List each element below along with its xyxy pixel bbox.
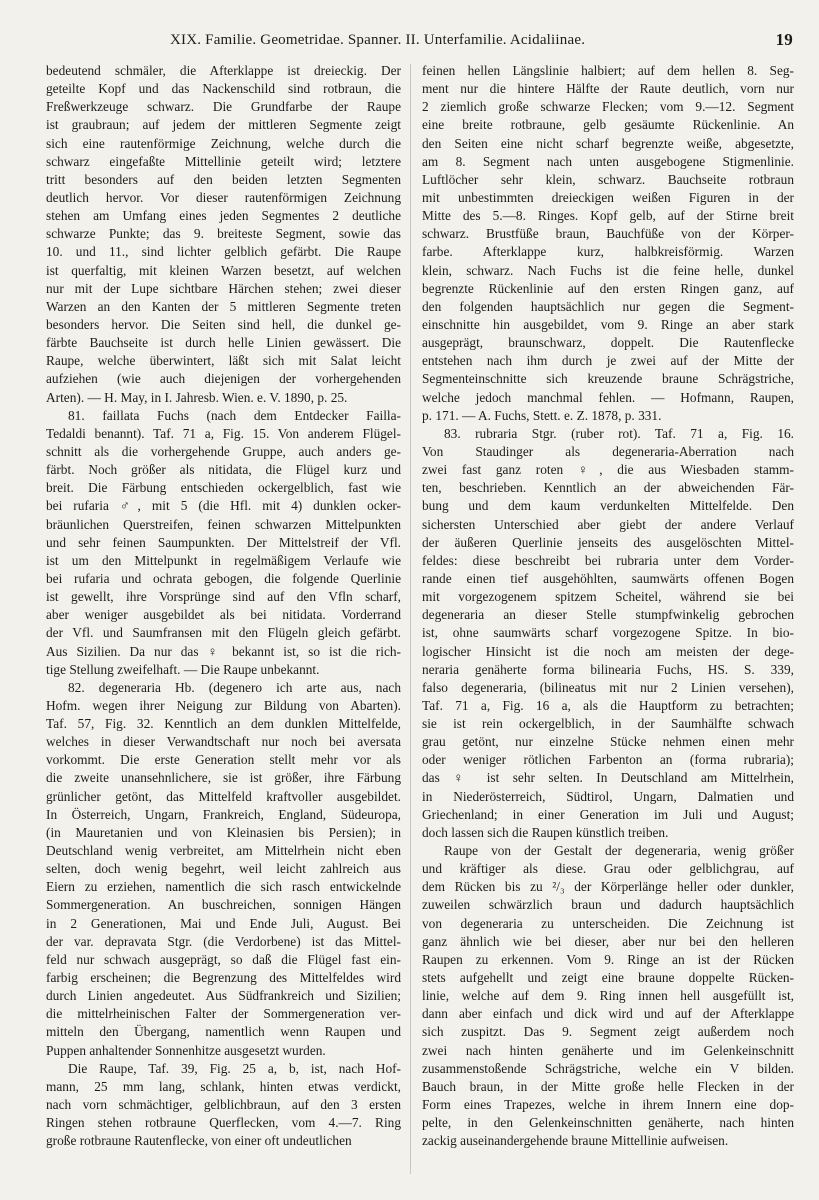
right-text-line: das ♀ ist sehr selten. In Deutschland am Mittelrhein, — [422, 770, 794, 786]
left-text-line: tige Stellung zweifelhaft. — Die Raupe unbekannt. — [46, 661, 320, 677]
right-text-line: den folgenden hauptsächlich nur gegen die Segment- — [422, 298, 794, 314]
right-text-line: linie, welche auf dem 9. Ring innen hell ausgefüllt ist, — [422, 988, 794, 1004]
right-text-line: ten, beschrieben. Kenntlich an der abweichenden Fär- — [422, 480, 794, 496]
right-text-line: 2 ziemlich große schwarze Flecken; vom 9.—12. Segment — [422, 99, 794, 115]
right-text-line: farbe. Afterklappe kurz, halbkreisförmig. Warzen — [422, 244, 794, 260]
right-text-line: stets aufgehellt und zeigt eine braune doppelte Rücken- — [422, 970, 794, 986]
left-text-line: (in Mauretanien und von Kleinasien bis Persien); in — [46, 824, 401, 840]
left-text-line: grünlicher getönt, das Mittelfeld kraftvoller ausgebildet. — [46, 788, 401, 804]
left-text-line: der Vfl. und Saumfransen mit den Flügeln gleich gefärbt. — [46, 625, 401, 641]
left-text-line: deutlich hervor. Vor dieser rautenförmigen Zeichnung — [46, 189, 401, 205]
left-text-line: durch Linien angedeutet. Aus Südfrankreich und Sizilien; — [46, 988, 401, 1004]
right-text-line: rande einen tief ausgehöhlten, saumwärts offenen Bogen — [422, 570, 794, 586]
right-column — [422, 62, 794, 1150]
left-text-line: schnitt als die vorhergehende Gruppe, auch anders ge- — [46, 443, 401, 459]
right-text-line: feldes: diese beschreibt bei rubraria unter dem Vorder- — [422, 552, 794, 568]
right-text-line: schwarz. Brustfüße braun, Bauchfüße von der Körper- — [422, 226, 794, 242]
left-text-line: Hofm. wegen ihrer Neigung zur Bildung von Abarten). — [46, 697, 401, 713]
right-text-line: 83. rubraria Stgr. (ruber rot). Taf. 71 a, Fig. 16. — [444, 425, 794, 441]
right-text-line: ausgeprägt, braunschwarz, doppelt. Die Rautenflecke — [422, 335, 794, 351]
left-text-line: selten, doch wenig begehrt, weil leicht zahlreich aus — [46, 861, 401, 877]
right-text-line: zuweilen schwärzlich braun und dadurch hauptsächlich — [422, 897, 794, 913]
left-text-line: Warzen an den Kanten der 5 mittleren Segmente treten — [46, 298, 401, 314]
left-text-line: 10. und 11., sind lichter gelblich gefärbt. Die Raupe — [46, 244, 401, 260]
right-text-line: Raupe von der Gestalt der degeneraria, wenig größer — [444, 843, 794, 859]
running-head-title: XIX. Familie. Geometridae. Spanner. II. Unterfamilie. Acidaliinae. — [170, 32, 586, 48]
right-text-line: doch lassen sich die Raupen künstlich treiben. — [422, 824, 669, 840]
left-text-line: Puppen anhaltender Sonnenhitze ausgesetzt wurden. — [46, 1042, 326, 1058]
right-text-line: eine breite rotbraune, gelb gesäumte Rückenlinie. An — [422, 117, 794, 133]
right-text-line: Von Staudinger als degeneraria-Aberration nach — [422, 443, 794, 459]
left-text-line: tritt besonders auf den beiden letzten Segmenten — [46, 171, 401, 187]
left-text-line: und sehr feinen Saumpunkten. Der Mittelstreif der Vfl. — [46, 534, 401, 550]
left-text-line: bedeutend schmäler, die Afterklappe ist dreieckig. Der — [46, 63, 401, 78]
left-text-line: ist um den Mittelpunkt in regelmäßigem Verlaufe wie — [46, 552, 401, 568]
right-text-line: zwei fast ganz roten ♀, die aus Wiesbaden stamm- — [422, 462, 794, 478]
right-text-line: und kräftiger als diese. Grau oder gelblichgrau, auf — [422, 861, 794, 877]
right-text-line: der äußeren Querlinie jenseits des ausgelöschten Mittel- — [422, 534, 794, 550]
left-text-line: die zweite unansehnlichere, sie ist größer, ihre Färbung — [46, 770, 401, 786]
left-text-line: Deutschland wenig verbreitet, am Mittelrhein nicht eben — [46, 843, 401, 859]
left-text-line: Ringen stehen rotbraune Querflecken, vom 4.—7. Ring — [46, 1115, 401, 1131]
left-text-line: vorkommt. Die erste Generation stellt mehr vor als — [46, 752, 401, 768]
right-text-line: Luftlöcher sehr klein, schwarz. Bauchseite rotbraun — [422, 171, 794, 187]
right-text-line: Bauch braun, in der Mitte große helle Flecken in der — [422, 1078, 794, 1094]
left-text-line: Arten). — H. May, in I. Jahresb. Wien. e. V. 1890, p. 25. — [46, 389, 348, 405]
left-text-line: große rotbraune Rautenflecke, von einer oft undeutlichen — [46, 1133, 352, 1149]
left-text-line: ist graubraun; auf jedem der mittleren Segmente zeigt — [46, 117, 401, 133]
left-text-line: farbig erscheinen; die Begrenzung des Mittelfeldes wird — [46, 970, 401, 986]
right-text-line: ist, ohne saumwärts scharf vorgezogene Spitze. In bio- — [422, 625, 794, 641]
column-divider — [410, 64, 411, 1174]
left-text-line: Aus Sizilien. Da nur das ♀ bekannt ist, so ist die rich- — [46, 643, 401, 659]
right-text-line: Form eines Trapezes, welche in ihrem Innern eine dop- — [422, 1097, 794, 1113]
left-text-line: welches in dieser Verwandtschaft nur noch bei aversata — [46, 734, 401, 750]
left-text-line: sich eine rautenförmige Zeichnung, welche durch die — [46, 135, 401, 151]
left-text-line: bräunlichen Querstreifen, feinen schwarzen Mittelpunkten — [46, 516, 401, 532]
right-text-line: von degeneraria zu unterscheiden. Die Zeichnung ist — [422, 915, 794, 931]
left-text-line: breit. Die Färbung entschieden ockergelblich, fast wie — [46, 480, 401, 496]
running-head — [0, 30, 819, 54]
left-text-line: schwarze Punkte; das 9. breiteste Segment, sowie das — [46, 226, 401, 242]
left-text-line: nur mit der Lupe sichtbare Härchen stehen; zwei dieser — [46, 280, 401, 296]
right-text-line: den Seiten eine nicht scharf begrenzte weiße, abgesetzte, — [422, 135, 794, 151]
right-text-line: mit unbestimmten dreieckigen weißen Figuren in der — [422, 189, 794, 205]
left-text-line: ist querfaltig, mit kleinen Warzen besetzt, auf welchen — [46, 262, 401, 278]
right-text-line: dem Rücken bis zu ²/₃ der Körperlänge heller oder dunkler, — [422, 879, 794, 895]
left-text-line: feld nur schwach ausgeprägt, so daß die Flügel fast ein- — [46, 951, 401, 967]
right-text-line: pelte, in den Gelenkeinschnitten genäherte, nach hinten — [422, 1115, 794, 1131]
left-text-line: 81. faillata Fuchs (nach dem Entdecker Failla- — [68, 407, 401, 423]
left-text-line: Freßwerkzeuge schwarz. Die Grundfarbe der Raupe — [46, 99, 401, 115]
right-text-line: sichersten Unterschied aber giebt der andere Verlauf — [422, 516, 794, 532]
left-text-line: mitteln den Übergang, namentlich wenn Raupen und — [46, 1024, 401, 1040]
left-text-line: nach vorn schmächtiger, gelblichbraun, auf den 3 ersten — [46, 1097, 401, 1113]
left-text-line: Eiern zu erziehen, namentlich die sich rasch entwickelnde — [46, 879, 401, 895]
right-text-line: logischer Hinsicht ist die noch am meisten der dege- — [422, 643, 794, 659]
left-text-line: 82. degeneraria Hb. (degenero ich arte aus, nach — [68, 679, 401, 695]
right-text-line: neraria genäherte forma bilinearia Fuchs, HS. S. 339, — [422, 661, 794, 677]
right-text-line: Raupen zu erkennen. Vom 9. Ringe an ist der Rücken — [422, 951, 794, 967]
right-text-line: sie ist rein ockergelblich, in der Saumhälfte schwach — [422, 716, 794, 732]
right-text-line: Mitte des 5.—8. Ringes. Kopf gelb, auf der Stirne breit — [422, 208, 794, 224]
left-text-line: Raupe, welche überwintert, läßt sich mit Salat leicht — [46, 353, 401, 369]
right-text-line: dann aber einfach und dick wird und auf der Afterklappe — [422, 1006, 794, 1022]
right-text-line: ganz ähnlich wie bei dieser, aber nur bei den helleren — [422, 933, 794, 949]
right-text-line: Segmenteinschnitte sich kreuzende braune Schrägstriche, — [422, 371, 794, 387]
right-text-line: zackig auseinandergehende braune Mittellinie aufweisen. — [422, 1133, 729, 1149]
left-text-line: Tedaldi benannt). Taf. 71 a, Fig. 15. Von anderem Flügel- — [46, 425, 401, 441]
right-text-line: zusammenstoßende Schrägstriche, welche ein V bilden. — [422, 1060, 794, 1076]
right-text-line: klein, schwarz. Nach Fuchs ist die feine helle, dunkel — [422, 262, 794, 278]
left-text-line: die mittelrheinischen Falter der Sommergeneration ver- — [46, 1006, 401, 1022]
left-text-line: aufziehen (wie auch diejenigen der vorhergehenden — [46, 371, 401, 387]
right-text-line: degeneraria an dieser Stelle stumpfwinkelig gebrochen — [422, 607, 794, 623]
left-text-line: Taf. 57, Fig. 32. Kenntlich an dem dunklen Mittelfelde, — [46, 716, 401, 732]
right-text-line: in Niederösterreich, Südtirol, Ungarn, Dalmatien und — [422, 788, 794, 804]
right-text-line: Taf. 71 a, Fig. 16 a, als die Hauptform zu betrachten; — [422, 697, 794, 713]
left-text-line: mann, 25 mm lang, schlank, hinten etwas verdickt, — [46, 1078, 401, 1094]
right-text-line: sich zuspitzt. Das 9. Segment zeigt außerdem noch — [422, 1024, 794, 1040]
left-column — [46, 62, 401, 1150]
left-text-line: Sommergeneration. An buschreichen, sonnigen Hängen — [46, 897, 401, 913]
left-text-line: schwarz eingefaßte Mittellinie geteilt wird; letztere — [46, 153, 401, 169]
left-text-line: ist gewellt, ihre Vorsprünge sind auf den Vfln scharf, — [46, 589, 401, 605]
right-text-line: am 8. Segment nach unten ausgebogene Stigmenlinie. — [422, 153, 794, 169]
right-text-line: mit vorgezogenem spitzem Scheitel, während sie bei — [422, 589, 794, 605]
left-text-line: In Österreich, Ungarn, Frankreich, England, Südeuropa, — [46, 806, 401, 822]
right-text-line: oder weniger rötlichen Farbenton an (forma rubraria); — [422, 752, 794, 768]
right-text-line: feinen hellen Längslinie halbiert; auf dem hellen 8. Seg- — [422, 63, 794, 78]
left-text-line: geteilte Kopf und das Nackenschild sind rotbraun, die — [46, 81, 401, 97]
right-text-line: falso degeneraria, (bilineatus mit nur 2 Linien versehen), — [422, 679, 794, 695]
right-text-line: einschnitte hin ausgebildet, vom 9. Ringe an aber stark — [422, 316, 794, 332]
left-text-line: färbt. Noch größer als nitidata, die Flügel kurz und — [46, 462, 401, 478]
right-text-line: begrenzte Rückenlinie auf den ersten Ringen ganz, auf — [422, 280, 794, 296]
right-text-line: ment nur die hintere Hälfte der Raute deutlich, vorn nur — [422, 81, 794, 97]
left-text-line: besonders hervor. Die Seiten sind hell, die dunkel ge- — [46, 316, 401, 332]
left-text-line: Die Raupe, Taf. 39, Fig. 25 a, b, ist, nach Hof- — [68, 1060, 401, 1076]
right-text-line: entstehen nach ihm durch je zwei auf der Mitte der — [422, 353, 794, 369]
right-text-line: welche jedoch manchmal fehlen. — Hofmann, Raupen, — [422, 389, 794, 405]
right-text-line: bung und dem kaum verdunkelten Mittelfelde. Den — [422, 498, 794, 514]
left-text-line: stehen am Umfang eines jeden Segmentes 2 deutliche — [46, 208, 401, 224]
left-text-line: bei rufaria ♂, mit 5 (die Hfl. mit 4) dunklen ocker- — [46, 498, 401, 514]
left-text-line: bei rufaria und ochrata gebogen, die folgende Querlinie — [46, 570, 401, 586]
right-text-line: grau getönt, nur einzelne Stücke nehmen einen mehr — [422, 734, 794, 750]
right-text-line: Griechenland; in einer Generation im Juli und August; — [422, 806, 794, 822]
left-text-line: färbte Bauchseite ist durch helle Linien gewässert. Die — [46, 335, 401, 351]
left-text-line: aber weniger ausgebildet als bei nitidata. Vorderrand — [46, 607, 401, 623]
left-text-line: der var. depravata Stgr. (die Verdorbene) ist das Mittel- — [46, 933, 401, 949]
right-text-line: p. 171. — A. Fuchs, Stett. e. Z. 1878, p. 331. — [422, 407, 662, 423]
right-text-line: zwei nach hinten genäherte und im Gelenkeinschnitt — [422, 1042, 794, 1058]
page-number: 19 — [775, 30, 793, 49]
left-text-line: in 2 Generationen, Mai und Ende Juli, August. Bei — [46, 915, 401, 931]
